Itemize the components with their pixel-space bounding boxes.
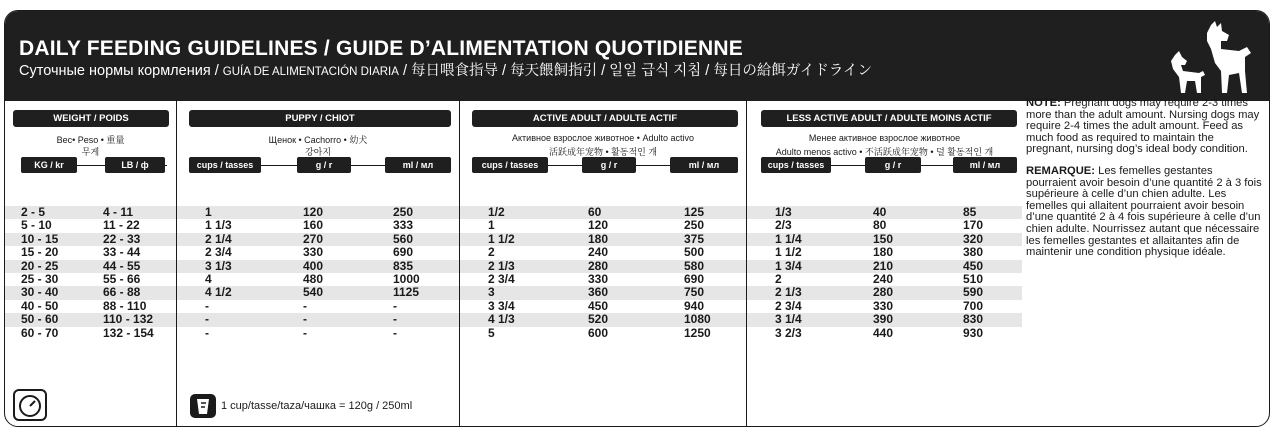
unit-lb: LB / ф [105,157,165,173]
table-row [177,273,459,286]
unit-ml: ml / мл [670,157,738,173]
note-fr [1026,166,1262,259]
table-row [177,206,459,219]
weight-units [21,157,167,173]
cell-l-ml: 830 [963,312,984,327]
cell-l-ml: 85 [963,205,977,219]
table-row [5,246,176,259]
less-rows [747,206,1022,340]
unit-ml: ml / мл [385,157,451,173]
less-units [761,157,1017,173]
cell-kg: 5 - 10 [21,218,52,233]
unit-cups: cups / tasses [189,157,261,173]
puppy-header: PUPPY / CHIOT [189,110,451,127]
table-row [5,206,176,219]
cell-l-g: 80 [873,218,887,233]
subtitle-ru: Суточные нормы кормления / [19,63,223,79]
puppy-panel [177,100,460,427]
cell-a-g: 330 [588,271,609,286]
cell-p-g: - [303,312,307,327]
cell-lb: 66 - 88 [103,285,141,300]
table-row [460,260,746,273]
cell-kg: 20 - 25 [21,258,59,273]
table-row [5,286,176,299]
cell-l-cups: 2 [775,271,782,286]
cell-l-ml: 450 [963,258,984,273]
cell-p-ml: - [393,298,397,313]
table-row [747,233,1022,246]
cell-p-g: 400 [303,258,324,273]
note-text: Pregnant dogs may require 2-3 times more than the adult amount. Nursing dogs may require 2-4 times the adult amount. Feed as much food as required to maintain the pregnant, nursing dog’s ideal body condition. [1026,97,1260,156]
cell-l-cups: 3 2/3 [775,325,802,340]
cell-p-g: 160 [303,218,324,233]
subtitle-es: GUÍA DE ALIMENTACIÓN DIARIA [222,66,399,78]
cell-l-cups: 2 3/4 [775,298,802,313]
cell-p-cups: - [205,312,209,327]
cell-l-cups: 1 1/2 [775,245,802,260]
cell-a-cups: 1/2 [488,205,505,219]
less-sub2: Adulto menos activo • 不活跃成年宠物 • 덜 활동적인 개 [775,147,994,157]
header-banner [5,11,1269,101]
table-row [177,327,459,340]
note-label: NOTE: [1026,97,1061,109]
table-row [747,300,1022,313]
weight-rows [5,206,176,340]
cell-a-ml: 580 [684,258,705,273]
table-row [177,233,459,246]
cell-p-g: - [303,298,307,313]
cell-kg: 50 - 60 [21,312,59,327]
table-row [5,300,176,313]
table-row [747,206,1022,219]
table-row [747,260,1022,273]
cell-l-cups: 3 1/4 [775,312,802,327]
weight-panel [5,100,177,427]
cell-l-cups: 1 1/4 [775,231,802,246]
cell-lb: 22 - 33 [103,231,141,246]
cell-l-g: 150 [873,231,894,246]
cell-a-ml: 375 [684,231,705,246]
cell-a-cups: 3 3/4 [488,298,515,313]
cell-kg: 60 - 70 [21,325,59,340]
cell-a-ml: 690 [684,271,705,286]
cell-l-ml: 320 [963,231,984,246]
unit-g: g / r [582,157,636,173]
cell-a-cups: 1 1/2 [488,231,515,246]
remarque-text: Les femelles gestantes pourraient avoir besoin d’une quantité 2 à 3 fois supérieure à celle d’un chien adulte. Les femelles qui allaitent pourraient avoir besoin d’une quantité 2 à 4 fois supérieure à celle d’un chien adulte. Nourrissez autant que nécessaire les femelles gestantes et allaitantes afin de maintenir une condition physique idéale. [1026,164,1262,259]
cell-a-ml: 500 [684,245,705,260]
cell-a-cups: 2 [488,245,495,260]
cell-l-g: 180 [873,245,894,260]
table-row [177,300,459,313]
table-row [747,286,1022,299]
table-row [460,313,746,326]
cell-a-g: 450 [588,298,609,313]
table-row [177,286,459,299]
cell-a-cups: 4 1/3 [488,312,515,327]
cup-conversion-note [189,393,412,419]
cell-p-cups: 1 [205,205,212,219]
unit-cups: cups / tasses [761,157,831,173]
table-row [460,273,746,286]
cell-a-ml: 125 [684,205,705,219]
cell-p-g: 120 [303,205,324,219]
table-row [460,327,746,340]
less-sub1: Менее активное взрослое животное [808,133,961,143]
cell-l-g: 210 [873,258,894,273]
cell-p-cups: 2 3/4 [205,245,232,260]
cell-p-g: - [303,325,307,340]
cell-p-g: 330 [303,245,324,260]
cell-kg: 30 - 40 [21,285,59,300]
subtitle-rest: / 每日喂食指导 / 每天餵飼指引 / 일일 급식 지침 / 每日の給餌ガイドライン [398,63,872,79]
cell-p-ml: 1000 [393,271,420,286]
cell-a-cups: 2 1/3 [488,258,515,273]
puppy-sub1: Щенок • Cachorro • 幼犬 [268,135,368,145]
unit-cups: cups / tasses [472,157,548,173]
table-row [460,219,746,232]
cell-p-cups: - [205,298,209,313]
table-row [460,300,746,313]
cell-kg: 25 - 30 [21,271,59,286]
table-row [177,313,459,326]
active-sub1: Активное взрослое животное • Adulto activo [512,133,694,143]
cell-a-cups: 2 3/4 [488,271,515,286]
cell-a-g: 180 [588,231,609,246]
cup-note-text: 1 cup/tasse/taza/чашка = 120g / 250ml [221,399,413,412]
cell-l-ml: 590 [963,285,984,300]
cell-a-cups: 3 [488,285,495,300]
cell-a-cups: 5 [488,325,495,340]
cell-lb: 44 - 55 [103,258,141,273]
cell-lb: 33 - 44 [103,245,141,260]
cell-lb: 55 - 66 [103,271,141,286]
cell-l-ml: 510 [963,271,984,286]
cell-a-ml: 1080 [684,312,711,327]
cell-lb: 132 - 154 [103,325,154,340]
cell-l-g: 280 [873,285,894,300]
cell-kg: 40 - 50 [21,298,59,313]
unit-ml: ml / мл [953,157,1017,173]
table-row [5,327,176,340]
table-row [177,246,459,259]
cell-l-cups: 1/3 [775,205,792,219]
cell-a-g: 600 [588,325,609,340]
less-header: LESS ACTIVE ADULT / ADULTE MOINS ACTIF [761,110,1017,127]
table-row [460,246,746,259]
notes-column [1026,98,1262,269]
cell-lb: 4 - 11 [103,205,134,219]
table-row [5,313,176,326]
table-row [177,260,459,273]
cell-p-ml: 250 [393,205,414,219]
cell-a-g: 280 [588,258,609,273]
unit-g: g / r [865,157,921,173]
cell-p-cups: 4 [205,271,212,286]
table-row [460,286,746,299]
cell-kg: 2 - 5 [21,205,46,219]
cell-lb: 11 - 22 [103,218,140,233]
cell-l-g: 40 [873,205,887,219]
dogs-silhouette-icon [1155,19,1255,97]
cell-p-cups: 3 1/3 [205,258,232,273]
active-rows [460,206,746,340]
table-row [5,219,176,232]
cell-p-g: 480 [303,271,324,286]
table-row [177,219,459,232]
unit-g: g / r [297,157,351,173]
table-row [747,219,1022,232]
table-row [5,233,176,246]
table-row [747,327,1022,340]
puppy-rows [177,206,459,340]
cell-a-ml: 750 [684,285,705,300]
cell-kg: 10 - 15 [21,231,59,246]
page-subtitle [19,59,872,80]
table-row [747,273,1022,286]
weight-header: WEIGHT / POIDS [13,110,169,127]
table-row [460,206,746,219]
cell-p-ml: 1125 [393,285,420,300]
cell-a-g: 120 [588,218,609,233]
puppy-units [189,157,451,173]
active-adult-panel [460,100,747,427]
less-active-panel [747,100,1022,427]
cell-p-ml: 690 [393,245,414,260]
cell-p-ml: - [393,312,397,327]
cell-a-ml: 250 [684,218,705,233]
cell-a-g: 520 [588,312,609,327]
table-row [747,313,1022,326]
table-row [460,233,746,246]
cell-kg: 15 - 20 [21,245,59,260]
cell-p-cups: - [205,325,209,340]
cell-l-g: 440 [873,325,894,340]
cell-a-g: 360 [588,285,609,300]
cell-lb: 110 - 132 [103,312,154,327]
cell-l-cups: 2/3 [775,218,792,233]
note-en [1026,98,1262,156]
cell-l-ml: 170 [963,218,984,233]
cell-p-g: 270 [303,231,324,246]
cell-p-ml: 333 [393,218,414,233]
active-units [472,157,738,173]
cell-p-g: 540 [303,285,324,300]
table-row [5,273,176,286]
cell-p-ml: 835 [393,258,414,273]
cell-p-cups: 2 1/4 [205,231,232,246]
cell-l-g: 330 [873,298,894,313]
cell-a-g: 240 [588,245,609,260]
scale-gauge-icon [13,389,47,421]
remarque-label: REMARQUE: [1026,164,1095,177]
cell-l-cups: 2 1/3 [775,285,802,300]
cell-a-ml: 1250 [684,325,711,340]
cell-a-g: 60 [588,205,602,219]
cell-l-cups: 1 3/4 [775,258,802,273]
page-title: DAILY FEEDING GUIDELINES / GUIDE D’ALIMENTATION QUOTIDIENNE [19,37,743,60]
cell-a-cups: 1 [488,218,495,233]
active-header: ACTIVE ADULT / ADULTE ACTIF [472,110,738,127]
cell-l-ml: 700 [963,298,984,313]
cell-p-ml: 560 [393,231,414,246]
weight-sub2: 무게 [81,147,100,157]
table-row [747,246,1022,259]
cell-l-ml: 380 [963,245,984,260]
cell-p-ml: - [393,325,397,340]
cell-p-cups: 1 1/3 [205,218,232,233]
cell-l-g: 390 [873,312,894,327]
weight-sub1: Вес• Peso • 重量 [56,135,125,145]
cell-p-cups: 4 1/2 [205,285,232,300]
measuring-cup-icon [189,393,217,419]
cell-a-ml: 940 [684,298,705,313]
unit-kg: KG / kr [21,157,77,173]
active-sub2: 活跃成年宠物 • 활동적인 개 [548,147,658,157]
puppy-sub2: 강아지 [304,147,332,157]
cell-l-ml: 930 [963,325,984,340]
table-row [5,260,176,273]
cell-lb: 88 - 110 [103,298,147,313]
cell-l-g: 240 [873,271,894,286]
